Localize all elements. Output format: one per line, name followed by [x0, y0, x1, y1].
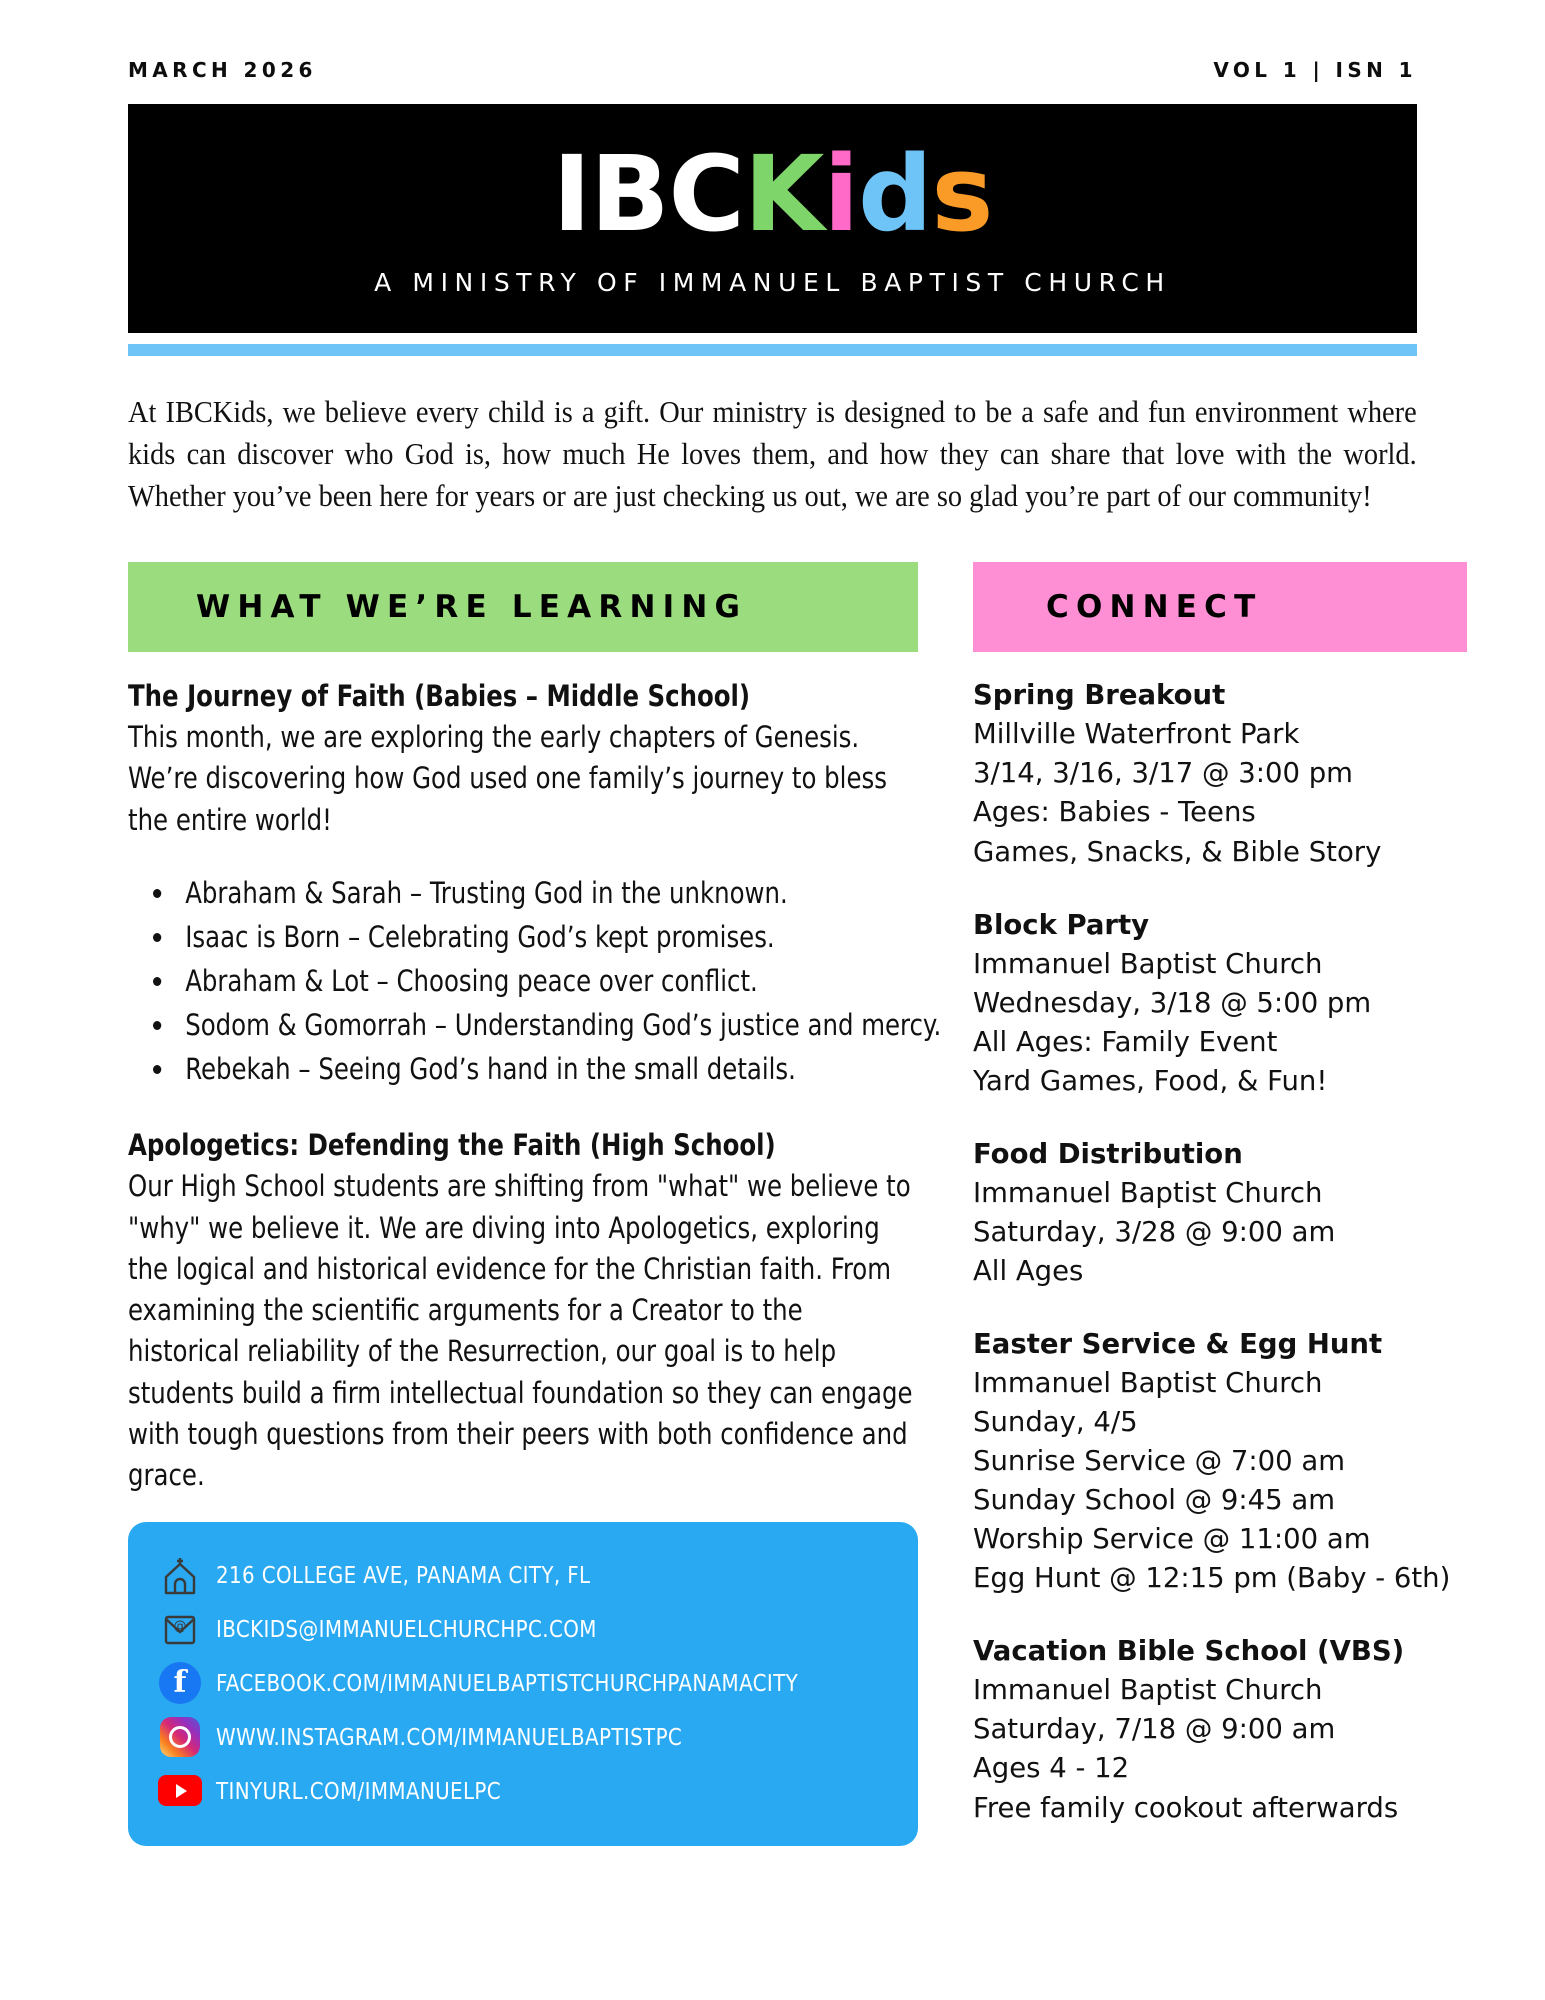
contact-instagram-text: WWW.INSTAGRAM.COM/IMMANUELBAPTISTPC	[216, 1722, 683, 1751]
list-item: • Abraham & Lot – Choosing peace over conflict.	[176, 961, 965, 1003]
logo-letter-i: i	[823, 133, 859, 256]
event-detail: Ages 4 - 12	[973, 1752, 1130, 1785]
youtube-icon	[158, 1769, 202, 1813]
event-detail: Saturday, 7/18 @ 9:00 am	[973, 1713, 1336, 1746]
instagram-icon	[158, 1715, 202, 1759]
logo-letter-k: K	[743, 133, 824, 256]
banner-subtitle: A MINISTRY OF IMMANUEL BAPTIST CHURCH	[374, 267, 1171, 297]
logo-text-ibc: IBC	[552, 133, 744, 256]
event-detail: Games, Snacks, & Bible Story	[973, 835, 1382, 868]
learning-section-header: WHAT WE’RE LEARNING	[128, 562, 918, 652]
logo-banner	[128, 104, 1417, 333]
event-title: Food Distribution	[973, 1137, 1243, 1170]
event-detail: All Ages	[973, 1254, 1084, 1287]
event-spacer	[973, 1101, 1467, 1135]
list-item: • Sodom & Gomorrah – Understanding God’s justice and mercy.	[176, 1005, 965, 1047]
topic1-bullet-list	[176, 873, 965, 1090]
ibckids-logo	[552, 133, 993, 256]
contact-youtube-text: TINYURL.COM/IMMANUELPC	[216, 1776, 502, 1805]
contact-row-instagram[interactable]	[158, 1710, 888, 1764]
contact-row-email[interactable]	[158, 1602, 888, 1656]
event-title: Spring Breakout	[973, 679, 1226, 712]
event-detail: All Ages: Family Event	[973, 1025, 1278, 1058]
blue-accent-bar	[128, 344, 1417, 356]
event-detail: Free family cookout afterwards	[973, 1791, 1399, 1824]
event-spring-breakout	[973, 676, 1467, 871]
event-title: Vacation Bible School (VBS)	[973, 1635, 1405, 1668]
event-title: Block Party	[973, 908, 1150, 941]
masthead-meta	[128, 0, 1417, 82]
event-detail: Worship Service @ 11:00 am	[973, 1523, 1371, 1556]
event-detail: Egg Hunt @ 12:15 pm (Baby - 6th)	[973, 1562, 1451, 1595]
event-detail: Sunday, 4/5	[973, 1406, 1138, 1439]
event-detail: Immanuel Baptist Church	[973, 1176, 1323, 1209]
facebook-icon: f	[158, 1661, 202, 1705]
event-detail: Immanuel Baptist Church	[973, 1674, 1323, 1707]
events-list	[973, 676, 1467, 1827]
event-block-party	[973, 906, 1467, 1101]
event-detail: Wednesday, 3/18 @ 5:00 pm	[973, 986, 1372, 1019]
event-detail: Ages: Babies - Teens	[973, 796, 1256, 829]
email-icon	[158, 1607, 202, 1651]
section-spacer	[128, 1092, 918, 1126]
connect-column	[973, 562, 1467, 1827]
svg-text:@: @	[173, 1618, 187, 1634]
volume-issue: VOL 1 | ISN 1	[1213, 58, 1417, 82]
logo-letter-s: s	[931, 133, 993, 256]
topic2-body: Our High School students are shifting from "what" we believe to "why" we believe it. We are diving into Apologetics, exploring the logical and historical evidence for the Christian faith. From examining the scientific arguments for a Creator to the historical reliability of the Resurrection, our goal is to help students build a firm intellectual foundation so they can engage with tough questions from their peers with both confidence and grace.	[128, 1169, 913, 1493]
event-spacer	[973, 1291, 1467, 1325]
learning-column	[128, 562, 942, 1845]
topic1-title: The Journey of Faith (Babies – Middle School)	[128, 679, 751, 714]
contact-email-text: IBCKIDS@IMMANUELCHURCHPC.COM	[216, 1614, 597, 1643]
intro-paragraph: At IBCKids, we believe every child is a gift. Our ministry is designed to be a safe and fun environment where kids can discover who God is, how much He loves them, and how they can share that love with the world. Whether you’ve been here for years or are just checking us out, we are so glad you’re part of our community!	[128, 395, 1417, 513]
logo-letter-d: d	[858, 133, 932, 256]
event-easter-service	[973, 1325, 1467, 1598]
church-icon	[158, 1553, 202, 1597]
event-food-distribution	[973, 1135, 1467, 1291]
list-item: • Rebekah – Seeing God’s hand in the small details.	[176, 1049, 965, 1091]
event-title: Easter Service & Egg Hunt	[973, 1328, 1383, 1360]
contact-address-text: 216 COLLEGE AVE, PANAMA CITY, FL	[216, 1560, 591, 1589]
contact-row-facebook[interactable]	[158, 1656, 888, 1710]
contact-row-youtube[interactable]	[158, 1764, 888, 1818]
topic2-title: Apologetics: Defending the Faith (High School)	[128, 1128, 776, 1163]
event-detail: Sunrise Service @ 7:00 am	[973, 1445, 1346, 1478]
contact-facebook-text: FACEBOOK.COM/IMMANUELBAPTISTCHURCHPANAMACITY	[216, 1668, 799, 1697]
event-detail: Immanuel Baptist Church	[973, 947, 1323, 980]
event-vbs	[973, 1632, 1467, 1827]
connect-section-header: CONNECT	[973, 562, 1467, 652]
event-spacer	[973, 872, 1467, 906]
event-detail: Saturday, 3/28 @ 9:00 am	[973, 1215, 1336, 1248]
list-item: • Isaac is Born – Celebrating God’s kept promises.	[176, 917, 965, 959]
topic1-body: This month, we are exploring the early chapters of Genesis. We’re discovering how God used one family’s journey to bless the entire world!	[128, 720, 887, 837]
event-detail: Immanuel Baptist Church	[973, 1367, 1323, 1400]
event-spacer	[973, 1598, 1467, 1632]
contact-row-address[interactable]	[158, 1548, 888, 1602]
event-detail: Sunday School @ 9:45 am	[973, 1484, 1336, 1517]
event-detail: 3/14, 3/16, 3/17 @ 3:00 pm	[973, 757, 1353, 790]
event-detail: Millville Waterfront Park	[973, 718, 1300, 751]
issue-date: MARCH 2026	[128, 58, 317, 82]
list-item: • Abraham & Sarah – Trusting God in the unknown.	[176, 873, 965, 915]
learning-body	[128, 677, 942, 1496]
content-columns	[128, 562, 1451, 1845]
contact-info-box	[128, 1522, 918, 1846]
event-detail: Yard Games, Food, & Fun!	[973, 1064, 1328, 1097]
